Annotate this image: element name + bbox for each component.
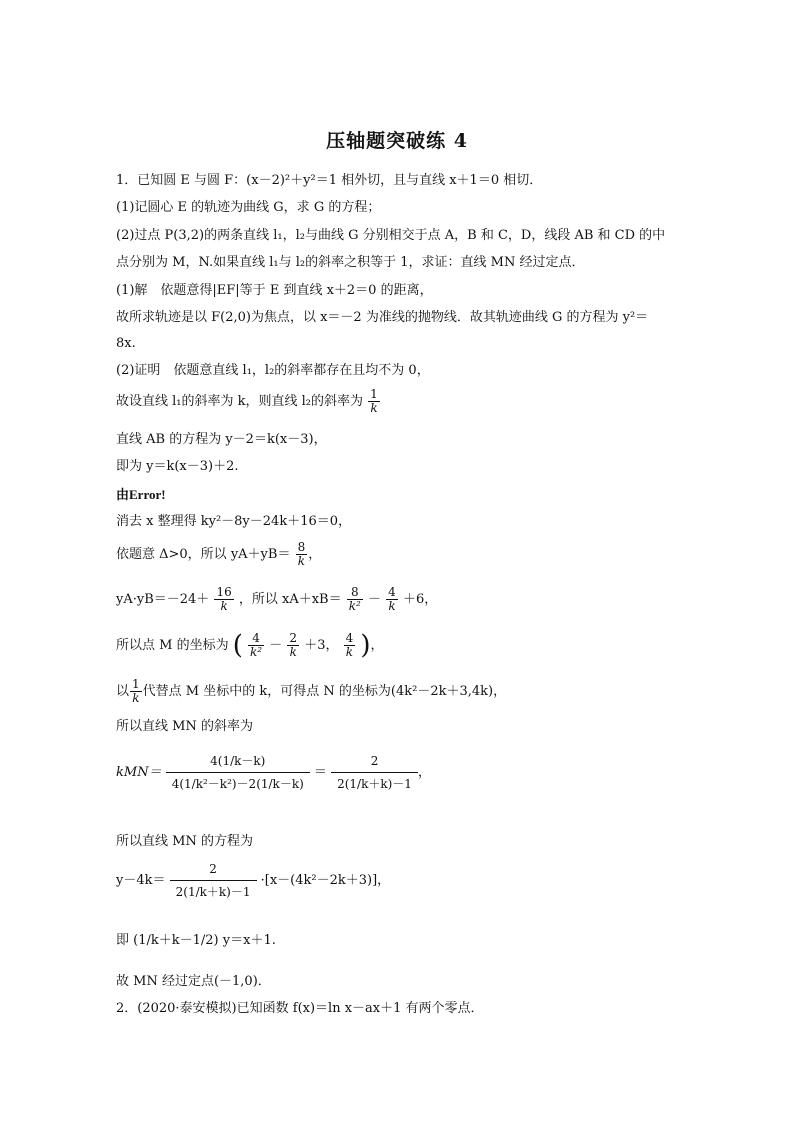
problem-1-part-1: (1)记圆心 E 的轨迹为曲线 G，求 G 的方程； bbox=[116, 200, 381, 215]
solution-line-3: 8x. bbox=[116, 336, 136, 351]
fraction-denominator: k bbox=[370, 401, 378, 415]
punctuation: ， bbox=[370, 638, 384, 653]
right-paren: ) bbox=[360, 630, 371, 661]
text-segment: (1/k＋k－1/2) bbox=[133, 933, 219, 948]
solution-line-1: (1)解 依题意得|EF|等于 E 到直线 x＋2＝0 的距离， bbox=[116, 283, 433, 298]
fraction-denominator: k bbox=[388, 599, 396, 613]
text-segment: ＋6， bbox=[402, 592, 438, 607]
kmn-fraction-2 bbox=[331, 752, 418, 793]
text-segment: yA·yB＝－24＋ bbox=[116, 592, 210, 607]
fraction-numerator: 2 bbox=[170, 860, 257, 881]
problem-1-part-2-line-1: (2)过点 P(3,2)的两条直线 l₁，l₂与曲线 G 分别相交于点 A，B 和 C，D，线段 AB 和 CD 的中 bbox=[116, 228, 666, 243]
fraction-denominator: k bbox=[345, 645, 354, 659]
fraction-denominator: k bbox=[132, 691, 140, 705]
kmn-fraction-1 bbox=[166, 752, 310, 793]
text-segment: 以 bbox=[116, 684, 130, 699]
solution-line-13 bbox=[116, 678, 506, 705]
fraction-numerator: 4 bbox=[345, 631, 354, 645]
text-segment: － bbox=[269, 638, 283, 653]
solution-line-12 bbox=[116, 632, 384, 659]
problem-1-statement: 1．已知圆 E 与圆 F：(x－2)²＋y²＝1 相外切，且与直线 x＋1＝0 相切． bbox=[116, 173, 543, 188]
solution-line-18: 故 MN 经过定点(－1,0)． bbox=[116, 974, 271, 989]
fraction-numerator: 8 bbox=[297, 540, 306, 554]
solution-line-15: 所以直线 MN 的方程为 bbox=[116, 834, 253, 849]
text-segment: kMN＝ bbox=[116, 765, 162, 780]
fraction-4-over-k2 bbox=[248, 632, 264, 659]
text-segment: y－4k＝ bbox=[116, 873, 166, 888]
fraction-8-over-k bbox=[296, 541, 308, 568]
left-paren: ( bbox=[232, 630, 243, 661]
fraction-4-over-k bbox=[386, 586, 398, 613]
text-segment: ＝ bbox=[313, 765, 327, 780]
text-segment: 代替点 M 坐标中的 k，可得点 N 的坐标为(4k²－2k＋3,4k)， bbox=[142, 684, 507, 699]
text-segment: y＝x＋1. bbox=[222, 933, 276, 948]
problem-1-part-2-line-2: 点分别为 M，N.如果直线 l₁与 l₂的斜率之积等于 1，求证：直线 MN 经过定点． bbox=[116, 255, 585, 270]
fraction-numerator: 16 bbox=[216, 585, 232, 599]
fraction-denominator: k bbox=[289, 645, 297, 659]
fraction-denominator: 4(1/k²－k²)－2(1/k－k) bbox=[171, 777, 304, 791]
solution-line-4: (2)证明 依题意直线 l₁，l₂的斜率都存在且均不为 0， bbox=[116, 363, 430, 378]
fraction-numerator: 4 bbox=[248, 632, 264, 646]
fraction-denominator: k bbox=[220, 599, 228, 613]
text-segment: ，所以 xA＋xB＝ bbox=[238, 592, 342, 607]
fraction-numerator: 4(1/k－k) bbox=[166, 752, 310, 773]
fraction-8-over-k2 bbox=[347, 586, 363, 613]
solution-line-5 bbox=[116, 388, 381, 415]
mn-equation-fraction bbox=[170, 860, 257, 901]
page-title: 压轴题突破练 4 bbox=[326, 130, 468, 152]
solution-line-10-text: 依题意 Δ>0，所以 yA＋yB＝ bbox=[116, 547, 291, 562]
text-segment: ·[x－(4k²－2k＋3)]， bbox=[260, 873, 391, 888]
solution-line-8: 由Error! bbox=[116, 487, 166, 502]
solution-line-9: 消去 x 整理得 ky²－8y－24k＋16＝0， bbox=[116, 514, 352, 529]
fraction-numerator: 2 bbox=[289, 631, 298, 645]
fraction-1-over-k bbox=[368, 388, 380, 415]
fraction-numerator: 1 bbox=[132, 677, 140, 691]
fraction-denominator: 2(1/k＋k)－1 bbox=[175, 885, 251, 899]
solution-line-5-text: 故设直线 l₁的斜率为 k，则直线 l₂的斜率为 bbox=[116, 394, 364, 409]
solution-line-16 bbox=[116, 860, 390, 901]
solution-line-10 bbox=[116, 541, 321, 568]
fraction-numerator: 2 bbox=[331, 752, 418, 773]
fraction-2-over-k bbox=[287, 632, 299, 659]
solution-line-11 bbox=[116, 586, 437, 613]
fraction-4-over-k bbox=[344, 632, 356, 659]
solution-line-kmn bbox=[116, 752, 431, 793]
fraction-denominator: k² bbox=[348, 599, 361, 613]
fraction-denominator: 2(1/k＋k)－1 bbox=[337, 777, 412, 791]
fraction-denominator: k bbox=[297, 554, 306, 568]
fraction-numerator: 8 bbox=[347, 586, 363, 600]
solution-line-17 bbox=[116, 932, 276, 950]
fraction-numerator: 1 bbox=[370, 387, 378, 401]
solution-line-7: 即为 y＝k(x－3)＋2. bbox=[116, 459, 239, 474]
punctuation: ， bbox=[417, 765, 431, 780]
text-segment: － bbox=[368, 592, 382, 607]
fraction-numerator: 4 bbox=[388, 585, 396, 599]
fraction-16-over-k bbox=[214, 586, 233, 613]
text-segment: 即 bbox=[116, 933, 130, 948]
solution-line-2: 故所求轨迹是以 F(2,0)为焦点，以 x＝－2 为准线的抛物线．故其轨迹曲线 G 的方程为 y²＝ bbox=[116, 310, 649, 325]
solution-line-6: 直线 AB 的方程为 y－2＝k(x－3)， bbox=[116, 432, 327, 447]
fraction-denominator: k² bbox=[250, 645, 263, 659]
text-segment: ＋3， bbox=[304, 638, 339, 653]
punctuation: ， bbox=[308, 547, 322, 562]
fraction-1-over-k bbox=[130, 678, 142, 705]
problem-2-statement: 2．(2020·泰安模拟)已知函数 f(x)＝ln x－ax＋1 有两个零点． bbox=[116, 1001, 484, 1016]
text-segment: 所以点 M 的坐标为 bbox=[116, 638, 229, 653]
solution-line-14: 所以直线 MN 的斜率为 bbox=[116, 719, 253, 734]
